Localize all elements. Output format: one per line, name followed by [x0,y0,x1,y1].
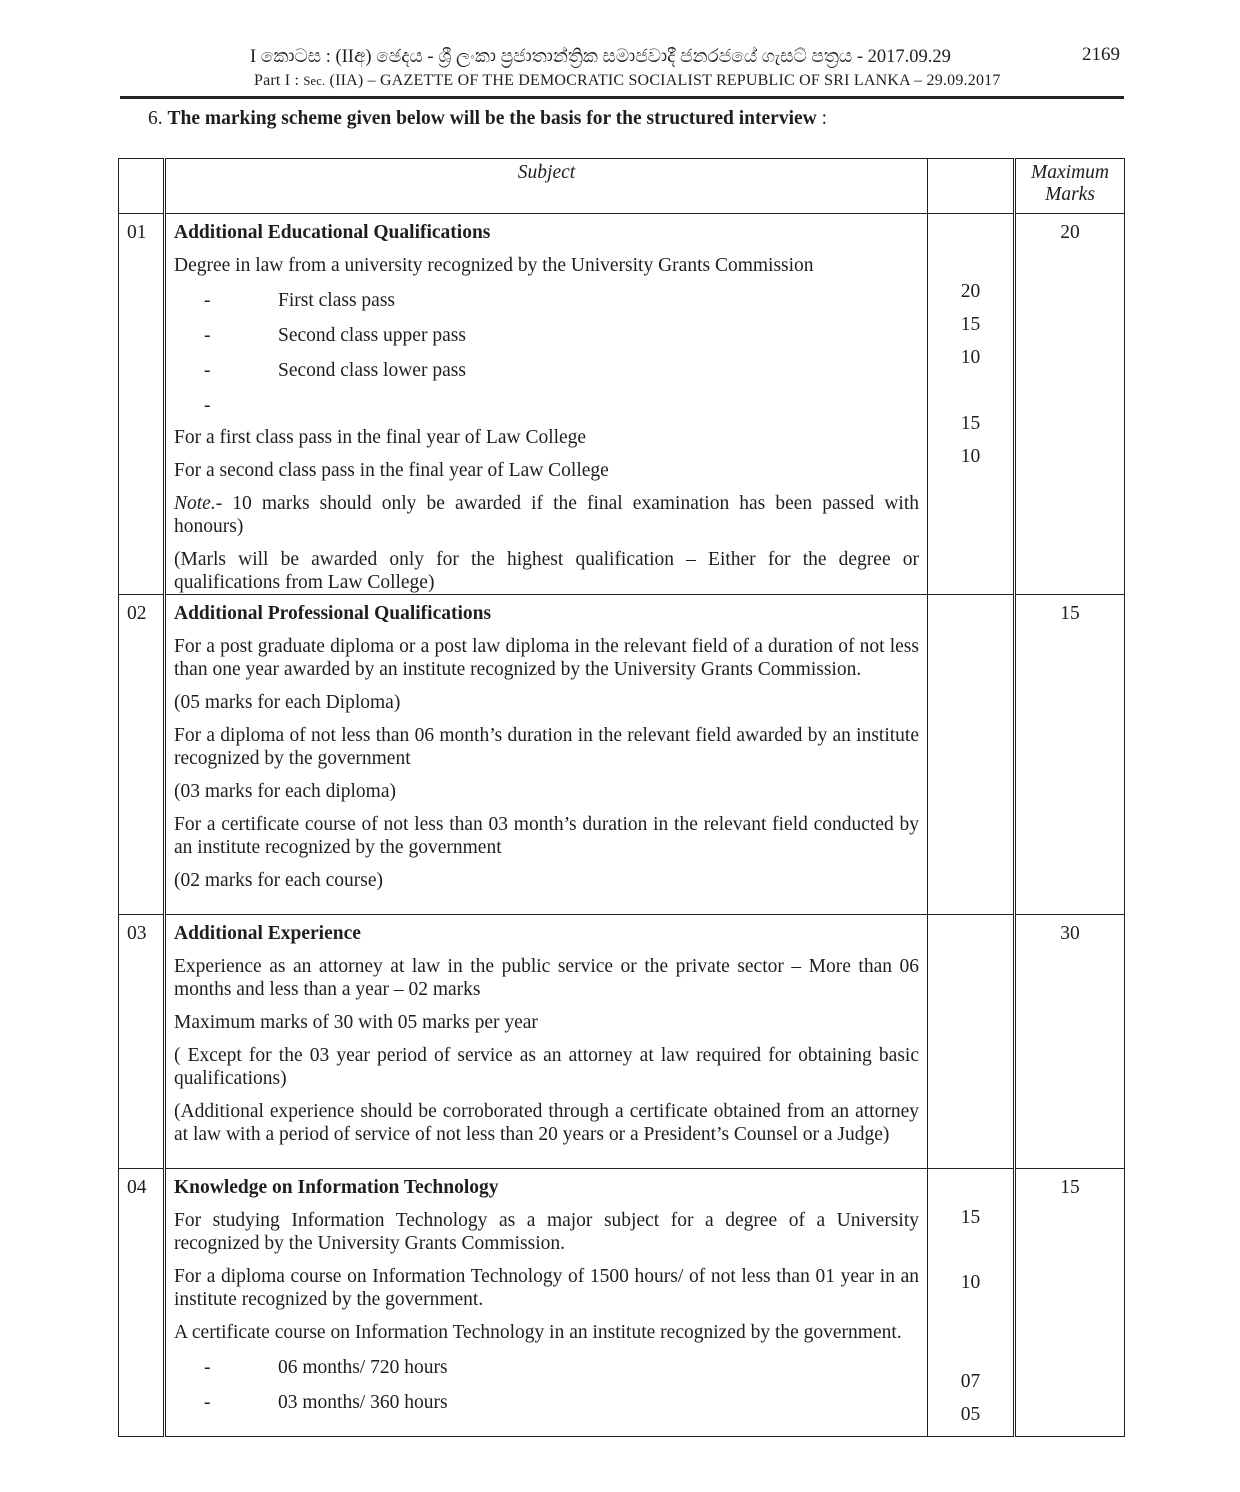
header-part: Part I [254,72,291,89]
row-subject-cell [165,595,928,915]
row-max-cell [1015,915,1125,1169]
header-sec: Sec. [303,74,326,88]
row-marks-cell [928,1169,1015,1437]
section-title: Additional Experience [174,923,361,944]
list-item: - [204,395,211,416]
list-item: - First class pass [204,290,395,311]
intro-text: The marking scheme given below will be the basis for the structured interview [167,108,817,129]
table-header-row [119,159,1125,214]
header-no-cell [119,159,165,214]
it-major-line: For studying Information Technology as a major subject for a degree of a University recognized by the University Grants Commission. [174,1210,919,1254]
law-college-first-line: For a first class pass in the final year of Law College [174,427,587,448]
note-line: Note.- 10 marks should only be awarded if the final examination has been passed with honours) [174,493,919,537]
diploma-line: For a diploma of not less than 06 month’s duration in the relevant field awarded by an institute recognized by the government [174,725,919,769]
header-subject-cell [165,159,928,214]
section-title: Additional Educational Qualifications [174,222,491,243]
row-number-cell: 02 [119,595,165,915]
mark-value: 10 [960,1272,981,1293]
mark-value: 15 [960,413,981,434]
row-subject-cell [165,1169,928,1437]
mark-value: 15 [960,1207,981,1228]
pg-diploma-line: For a post graduate diploma or a post law diploma in the relevant field of a duration of not less than one year awarded by an institute recognized by the University Grants Commission. [174,636,919,680]
row-max-cell [1015,595,1125,915]
page-number: 2169 [1082,44,1120,65]
max-marks-value: 15 [1060,1177,1080,1198]
mark-value: 07 [960,1371,981,1392]
intro-colon: : [816,108,828,129]
table-row-03 [119,915,1125,1169]
header-max-cell [1015,159,1125,214]
except-line: ( Except for the 03 year period of service as an attorney at law required for obtaining basic qualifications) [174,1045,919,1089]
row-number-cell: 01 [119,214,165,595]
mark-value: 20 [960,281,981,302]
experience-line: Experience as an attorney at law in the public service or the private sector – More than 06 months and less than a year – 02 marks [174,956,919,1000]
gazette-header-sinhala: I කොටස : (IIඅ) ඡෙදය - ශ්‍රී ලංකා ප්‍රජාතාන්ත්‍රික සමාජවාදී ජනරජයේ ගැසට් පත්‍රය - 2017.09.29 [250,47,951,67]
row-number-cell: 03 [119,915,165,1169]
row-marks-cell [928,595,1015,915]
it-diploma-line: For a diploma course on Information Technology of 1500 hours/ of not less than 01 year in an institute recognized by the government. [174,1266,919,1310]
max-marks-value: 20 [1060,222,1080,243]
row-subject-cell [165,214,928,595]
row-number-cell: 04 [119,1169,165,1437]
table-row-02 [119,595,1125,915]
header-marks-cell [928,159,1015,214]
list-item: - 06 months/ 720 hours [204,1357,448,1378]
row-marks-cell [928,214,1015,595]
section-title: Knowledge on Information Technology [174,1177,499,1198]
certificate-line: For a certificate course of not less than 03 month’s duration in the relevant field conducted by an institute recognized by the government [174,814,919,858]
table-row-04 [119,1169,1125,1437]
mark-value: 15 [960,314,981,335]
row-max-cell [1015,214,1125,595]
diploma-marks-line: (03 marks for each diploma) [174,781,397,802]
table-row-01 [119,214,1125,595]
gazette-header-english: Part I : Sec. (IIA) – GAZETTE OF THE DEMOCRATIC SOCIALIST REPUBLIC OF SRI LANKA – 29.09.2017 [254,72,1001,89]
header-rule [120,96,1124,99]
section-intro [148,108,827,130]
header-maximum-marks: Maximum Marks [1031,162,1109,205]
list-item: - Second class lower pass [204,360,466,381]
pg-marks-line: (05 marks for each Diploma) [174,692,401,713]
mark-value: 10 [960,446,981,467]
maximum-line: Maximum marks of 30 with 05 marks per year [174,1012,538,1033]
highest-qualification-line: (Marls will be awarded only for the highest qualification – Either for the degree or qualifications from Law College) [174,549,919,593]
corroborated-line: (Additional experience should be corroborated through a certificate obtained from an attorney at law with a period of service of not less than 20 years or a President’s Counsel or a Judge) [174,1101,919,1145]
it-certificate-line: A certificate course on Information Technology in an institute recognized by the government. [174,1322,902,1343]
section-title: Additional Professional Qualifications [174,603,492,624]
intro-number: 6. [148,108,163,129]
max-marks-value: 15 [1060,603,1080,624]
header-subject: Subject [517,162,576,183]
certificate-marks-line: (02 marks for each course) [174,870,383,891]
degree-line: Degree in law from a university recognized by the University Grants Commission [174,255,814,276]
mark-value: 10 [960,347,981,368]
list-item: - 03 months/ 360 hours [204,1392,448,1413]
header-title: (IIA) – GAZETTE OF THE DEMOCRATIC SOCIALIST REPUBLIC OF SRI LANKA – 29.09.2017 [325,72,1001,89]
mark-value: 05 [960,1404,981,1425]
max-marks-value: 30 [1060,923,1080,944]
list-item: - Second class upper pass [204,325,466,346]
law-college-second-line: For a second class pass in the final year of Law College [174,460,609,481]
row-max-cell [1015,1169,1125,1437]
row-marks-cell [928,915,1015,1169]
row-subject-cell [165,915,928,1169]
marking-scheme-table [118,158,1125,1437]
